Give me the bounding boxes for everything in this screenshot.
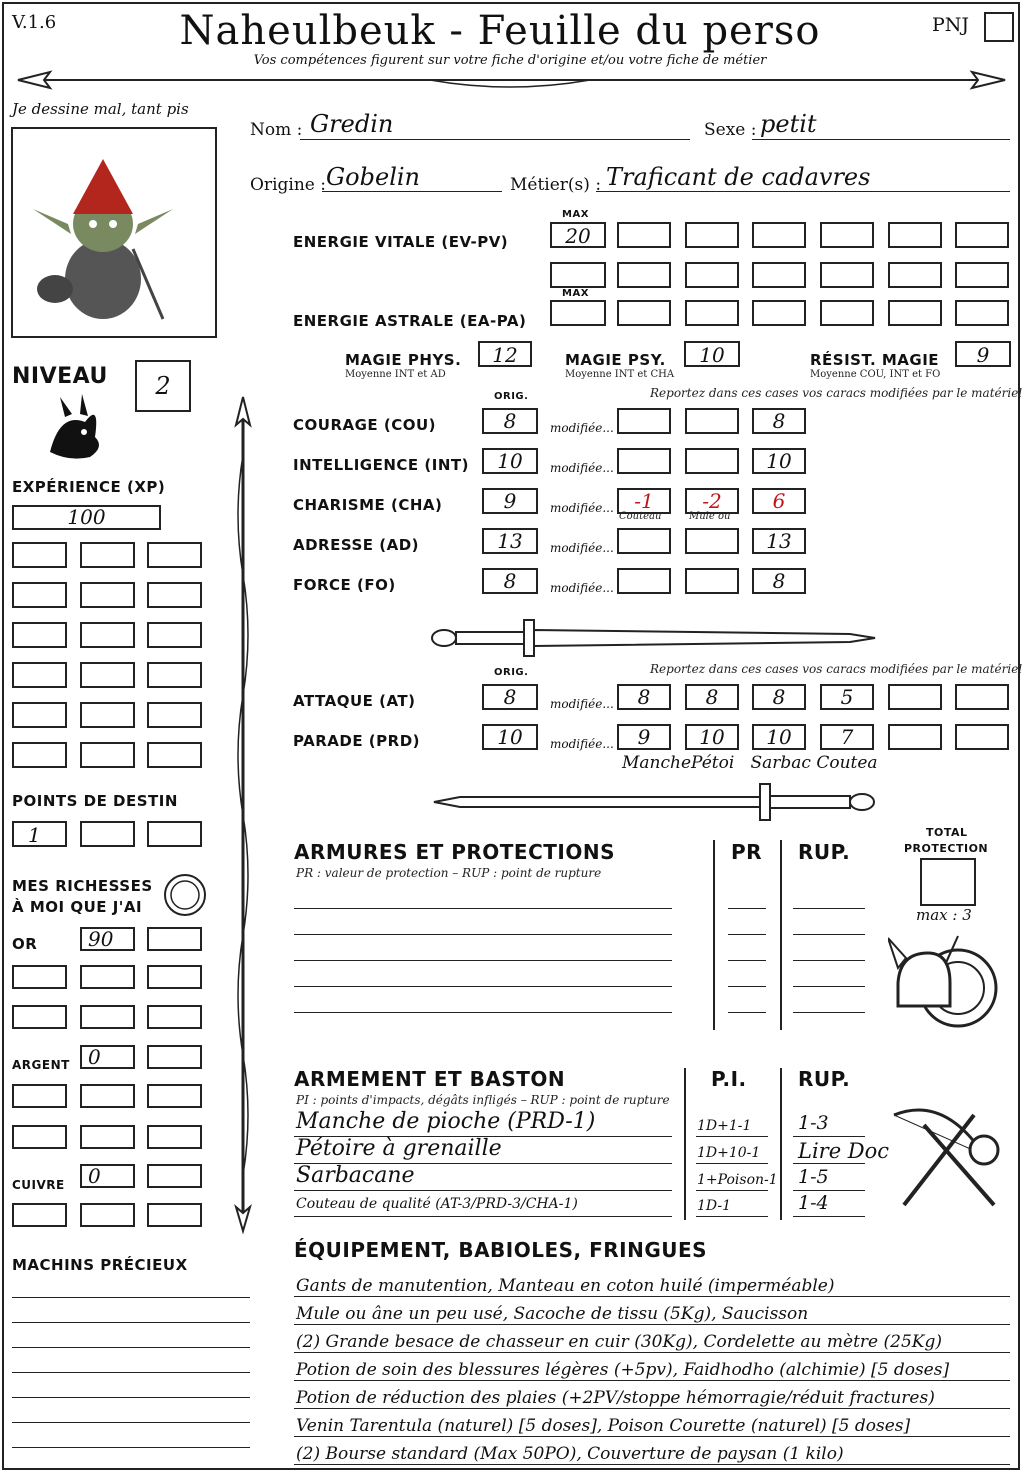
stat-modifiee-force: modifiée... — [550, 581, 614, 595]
energy-box-r2-c4[interactable] — [820, 262, 874, 288]
magie-psy-hint: Moyenne INT et CHA — [565, 369, 675, 380]
money-box-r7-c1[interactable] — [12, 1203, 67, 1227]
pnj-checkbox[interactable] — [984, 12, 1014, 42]
dragon-icon — [40, 392, 108, 464]
armure-rup-line-5[interactable] — [793, 1012, 865, 1013]
weapon-line — [294, 1216, 672, 1217]
stat-modifiee-adresse: modifiée... — [550, 541, 614, 555]
richesses-label-2: À MOI QUE J'AI — [12, 898, 143, 916]
cuivre-label: CUIVRE — [12, 1178, 65, 1192]
combat-label-attaque: ATTAQUE (AT) — [293, 692, 416, 710]
equipment-line[interactable]: Gants de manutention, Manteau en coton huilé (imperméable) — [296, 1276, 835, 1296]
weapon-pi[interactable]: 1+Poison-1 — [697, 1172, 778, 1188]
combat-modifiee-attaque: modifiée... — [550, 697, 614, 711]
money-box-r3-c1[interactable] — [147, 1045, 202, 1069]
charisme-note-1: Couteau — [619, 511, 662, 522]
weapon-rup[interactable]: 1-5 — [798, 1166, 829, 1188]
machins-line[interactable] — [12, 1372, 250, 1373]
machins-line[interactable] — [12, 1447, 250, 1448]
destin-label: POINTS DE DESTIN — [12, 792, 178, 810]
armure-pr-line-4[interactable] — [728, 986, 766, 987]
equipment-line[interactable]: Potion de réduction des plaies (+2PV/stoppe hémorragie/réduit fractures) — [296, 1388, 935, 1408]
energy-box-r1-c6[interactable] — [955, 222, 1009, 248]
stat-label-adresse: ADRESSE (AD) — [293, 536, 420, 554]
ev-max-label: MAX — [562, 209, 589, 220]
version-label: V.1.6 — [12, 12, 57, 33]
armure-pr-line-2[interactable] — [728, 934, 766, 935]
xp-box-r4-c2[interactable] — [80, 662, 135, 688]
sexe-underline — [752, 139, 1010, 140]
equipment-line[interactable]: (2) Grande besace de chasseur en cuir (30Kg), Cordelette au mètre (25Kg) — [296, 1332, 942, 1352]
xp-box-r6-c1[interactable] — [12, 742, 67, 768]
armement-title: ARMEMENT ET BASTON — [294, 1067, 566, 1091]
equipment-underline — [294, 1324, 1010, 1325]
combat-attaque-c6[interactable] — [955, 684, 1009, 710]
nom-label: Nom : — [250, 120, 303, 140]
or-box[interactable]: 90 — [80, 927, 135, 951]
xp-box-r6-c2[interactable] — [80, 742, 135, 768]
goblin-portrait-icon — [13, 129, 215, 336]
stat-courage-c2[interactable] — [685, 408, 739, 434]
machins-line[interactable] — [12, 1322, 250, 1323]
origine-value[interactable]: Gobelin — [326, 163, 420, 191]
combat-orig-parade[interactable]: 10 — [482, 724, 538, 750]
or-label: OR — [12, 935, 38, 953]
xp-box-r5-c2[interactable] — [80, 702, 135, 728]
armement-pi-header: P.I. — [711, 1067, 747, 1091]
weapon-name[interactable]: Pétoire à grenaille — [296, 1136, 502, 1161]
combat-parade-c4[interactable]: 7 — [820, 724, 874, 750]
combat-attaque-c1[interactable]: 8 — [617, 684, 671, 710]
combat-label-parade: PARADE (PRD) — [293, 732, 421, 750]
vertical-spear-divider — [228, 395, 258, 1235]
ev-label: ENERGIE VITALE (EV-PV) — [293, 233, 509, 251]
total-label-1: TOTAL — [926, 826, 968, 839]
machins-label: MACHINS PRÉCIEUX — [12, 1256, 188, 1274]
combat-note: Reportez dans ces cases vos caracs modifiées par le matériel — [650, 662, 1023, 676]
weapon-rup-line — [793, 1190, 865, 1191]
energy-box-r1-c3[interactable] — [752, 222, 806, 248]
energy-box-r1-c2[interactable] — [685, 222, 739, 248]
weapon-pi-line — [696, 1163, 768, 1164]
money-box-r1-c2[interactable] — [80, 965, 135, 989]
combat-parade-c3[interactable]: 10 — [752, 724, 806, 750]
helmet-shield-icon — [888, 928, 998, 1038]
stat-orig-force[interactable]: 8 — [482, 568, 538, 594]
combat-attaque-c3[interactable]: 8 — [752, 684, 806, 710]
armure-line-2[interactable] — [294, 934, 672, 935]
armure-rup-line-2[interactable] — [793, 934, 865, 935]
money-box-r4-c1[interactable] — [12, 1084, 67, 1108]
money-box-r7-c2[interactable] — [80, 1203, 135, 1227]
weapon-pi-line — [696, 1190, 768, 1191]
destin-box-2[interactable] — [80, 821, 135, 847]
resist-magie-hint: Moyenne COU, INT et FO — [810, 369, 941, 380]
energy-box-r1-c5[interactable] — [888, 222, 942, 248]
armures-divider-1 — [713, 840, 715, 1030]
stat-adresse-c1[interactable] — [617, 528, 671, 554]
stat-adresse-c3[interactable]: 13 — [752, 528, 806, 554]
weapon-pi[interactable]: 1D+1-1 — [697, 1118, 752, 1134]
stat-charisme-c1[interactable]: -1 — [617, 488, 671, 514]
niveau-box[interactable]: 2 — [135, 360, 191, 412]
coin-icon — [162, 872, 208, 918]
armures-title: ARMURES ET PROTECTIONS — [294, 840, 615, 864]
argent-label: ARGENT — [12, 1058, 70, 1072]
weapon-rup-line — [793, 1163, 865, 1164]
equipment-line[interactable]: (2) Bourse standard (Max 50PO), Couverture de paysan (1 kilo) — [296, 1444, 844, 1464]
stat-modifiee-courage: modifiée... — [550, 421, 614, 435]
xp-box-r3-c1[interactable] — [12, 622, 67, 648]
armement-hint: PI : points d'impacts, dégâts infligés – RUP : point de rupture — [296, 1093, 670, 1107]
stat-charisme-c3[interactable]: 6 — [752, 488, 806, 514]
money-box-r2-c2[interactable] — [80, 1005, 135, 1029]
energy-box-r2-c1[interactable] — [617, 262, 671, 288]
ea-label: ENERGIE ASTRALE (EA-PA) — [293, 312, 527, 330]
money-box-r1-c3[interactable] — [147, 965, 202, 989]
weapon-rup-line — [793, 1136, 865, 1137]
weapon-line — [294, 1190, 672, 1191]
stat-courage-c1[interactable] — [617, 408, 671, 434]
page-title: Naheulbeuk - Feuille du perso — [179, 8, 821, 54]
portrait-frame — [11, 127, 217, 338]
weapon-pi-line — [696, 1136, 768, 1137]
xp-box-r4-c3[interactable] — [147, 662, 202, 688]
weapons-crossed-icon — [884, 1095, 1010, 1215]
weapon-name[interactable]: Sarbacane — [296, 1163, 415, 1188]
weapon-pi[interactable]: 1D+10-1 — [697, 1145, 761, 1161]
weapon-name[interactable]: Couteau de qualité (AT-3/PRD-3/CHA-1) — [296, 1196, 578, 1212]
or-box-2[interactable] — [147, 927, 202, 951]
xp-box-r2-c3[interactable] — [147, 582, 202, 608]
energy-box-r3-c1[interactable] — [617, 300, 671, 326]
xp-box-r5-c3[interactable] — [147, 702, 202, 728]
stat-force-c1[interactable] — [617, 568, 671, 594]
money-box-r4-c3[interactable] — [147, 1084, 202, 1108]
origine-underline — [322, 191, 502, 192]
argent-box[interactable]: 0 — [80, 1045, 135, 1069]
stat-label-force: FORCE (FO) — [293, 576, 396, 594]
ea-max-label: MAX — [562, 288, 589, 299]
magie-psy-box[interactable]: 10 — [684, 341, 740, 367]
armure-line-5[interactable] — [294, 1012, 672, 1013]
weapon-rup[interactable]: 1-4 — [798, 1192, 829, 1214]
destin-box-1[interactable]: 1 — [12, 821, 67, 847]
stat-force-c3[interactable]: 8 — [752, 568, 806, 594]
weapon-rup[interactable]: 1-3 — [798, 1112, 829, 1134]
equipment-underline — [294, 1352, 1010, 1353]
nom-value[interactable]: Gredin — [310, 110, 394, 138]
pnj-label: PNJ — [932, 14, 970, 36]
combat-attaque-c2[interactable]: 8 — [685, 684, 739, 710]
armure-pr-line-3[interactable] — [728, 960, 766, 961]
combat-orig-attaque[interactable]: 8 — [482, 684, 538, 710]
equipment-line[interactable]: Mule ou âne un peu usé, Sacoche de tissu (5Kg), Saucisson — [296, 1304, 809, 1324]
armure-rup-line-4[interactable] — [793, 986, 865, 987]
armures-rup-header: RUP. — [798, 840, 851, 864]
armure-pr-line-1[interactable] — [728, 908, 766, 909]
ev-max-box[interactable]: 20 — [550, 222, 606, 248]
weapon-pi[interactable]: 1D-1 — [697, 1198, 732, 1214]
equipment-underline — [294, 1380, 1010, 1381]
resist-magie-box[interactable]: 9 — [955, 341, 1011, 367]
energy-box-r1-c1[interactable] — [617, 222, 671, 248]
stat-intelligence-c3[interactable]: 10 — [752, 448, 806, 474]
equipment-underline — [294, 1464, 1010, 1465]
equipment-underline — [294, 1296, 1010, 1297]
stat-intelligence-c2[interactable] — [685, 448, 739, 474]
energy-box-r2-c3[interactable] — [752, 262, 806, 288]
equipment-underline — [294, 1408, 1010, 1409]
xp-box-r3-c3[interactable] — [147, 622, 202, 648]
niveau-label: NIVEAU — [12, 364, 108, 389]
stat-label-intelligence: INTELLIGENCE (INT) — [293, 456, 469, 474]
origine-label: Origine : — [250, 175, 326, 195]
money-box-r4-c2[interactable] — [80, 1084, 135, 1108]
equipment-underline — [294, 1436, 1010, 1437]
money-box-r1-c1[interactable] — [12, 965, 67, 989]
xp-box-r1-c1[interactable] — [12, 542, 67, 568]
weapon-rup[interactable]: Lire Doc — [798, 1139, 890, 1163]
ea-max-box[interactable] — [550, 300, 606, 326]
stat-force-c2[interactable] — [685, 568, 739, 594]
orig-label: ORIG. — [494, 391, 529, 402]
stat-orig-charisme[interactable]: 9 — [482, 488, 538, 514]
sword-divider-1 — [430, 618, 880, 658]
stat-modifiee-intelligence: modifiée... — [550, 461, 614, 475]
money-box-r5-c3[interactable] — [147, 1125, 202, 1149]
energy-box-r3-c3[interactable] — [752, 300, 806, 326]
armure-rup-line-1[interactable] — [793, 908, 865, 909]
weapons-caption: ManchePétoi Sarbac Coutea — [622, 753, 878, 773]
stat-adresse-c2[interactable] — [685, 528, 739, 554]
xp-box-r2-c1[interactable] — [12, 582, 67, 608]
total-label-2: PROTECTION — [904, 842, 989, 855]
metier-label: Métier(s) : — [510, 175, 602, 195]
cuivre-box[interactable]: 0 — [80, 1164, 135, 1188]
energy-box-r2-c2[interactable] — [685, 262, 739, 288]
combat-parade-c6[interactable] — [955, 724, 1009, 750]
nom-underline — [300, 139, 690, 140]
xp-box-r1-c3[interactable] — [147, 542, 202, 568]
combat-modifiee-parade: modifiée... — [550, 737, 614, 751]
combat-orig-label: ORIG. — [494, 667, 529, 678]
energy-box-r3-c5[interactable] — [888, 300, 942, 326]
weapon-rup-line — [793, 1216, 865, 1217]
armement-divider-2 — [780, 1068, 782, 1220]
metier-value[interactable]: Traficant de cadavres — [606, 163, 871, 191]
armure-line-3[interactable] — [294, 960, 672, 961]
machins-line[interactable] — [12, 1422, 250, 1423]
armures-hint: PR : valeur de protection – RUP : point de rupture — [296, 866, 602, 880]
stat-label-courage: COURAGE (COU) — [293, 416, 437, 434]
combat-parade-c2[interactable]: 10 — [685, 724, 739, 750]
magie-phys-box[interactable]: 12 — [478, 341, 532, 367]
machins-line[interactable] — [12, 1347, 250, 1348]
xp-box-r6-c3[interactable] — [147, 742, 202, 768]
sword-divider-2 — [430, 782, 880, 822]
money-box-r6-c1[interactable] — [147, 1164, 202, 1188]
xp-box-r1-c2[interactable] — [80, 542, 135, 568]
charisme-note-2: Mule ou — [689, 511, 731, 522]
stat-courage-c3[interactable]: 8 — [752, 408, 806, 434]
combat-attaque-c4[interactable]: 5 — [820, 684, 874, 710]
armure-pr-line-5[interactable] — [728, 1012, 766, 1013]
armement-divider-1 — [684, 1068, 686, 1220]
energy-box-r2-c5[interactable] — [888, 262, 942, 288]
magie-phys-hint: Moyenne INT et AD — [345, 369, 446, 380]
title-spear-divider — [10, 68, 1010, 98]
equipement-title: ÉQUIPEMENT, BABIOLES, FRINGUES — [294, 1238, 708, 1262]
xp-box-r4-c1[interactable] — [12, 662, 67, 688]
xp-label: EXPÉRIENCE (XP) — [12, 478, 166, 496]
ev-extra-box[interactable] — [550, 262, 606, 288]
stat-orig-adresse[interactable]: 13 — [482, 528, 538, 554]
xp-box-r5-c1[interactable] — [12, 702, 67, 728]
combat-parade-c1[interactable]: 9 — [617, 724, 671, 750]
combat-attaque-c5[interactable] — [888, 684, 942, 710]
machins-line[interactable] — [12, 1397, 250, 1398]
portrait-caption: Je dessine mal, tant pis — [12, 100, 189, 118]
money-box-r2-c3[interactable] — [147, 1005, 202, 1029]
page-subtitle: Vos compétences figurent sur votre fiche d'origine et/ou votre fiche de métier — [253, 53, 767, 68]
sexe-label: Sexe : — [704, 120, 757, 140]
destin-box-3[interactable] — [147, 821, 202, 847]
resist-magie-label: RÉSIST. MAGIE — [810, 351, 940, 369]
stats-note: Reportez dans ces cases vos caracs modifiées par le matériel — [650, 386, 1023, 400]
armement-rup-header: RUP. — [798, 1067, 851, 1091]
armure-rup-line-3[interactable] — [793, 960, 865, 961]
energy-box-r2-c6[interactable] — [955, 262, 1009, 288]
energy-box-r3-c6[interactable] — [955, 300, 1009, 326]
armure-line-1[interactable] — [294, 908, 672, 909]
metier-underline — [596, 191, 1010, 192]
armures-pr-header: PR — [731, 840, 763, 864]
magie-phys-label: MAGIE PHYS. — [345, 351, 462, 369]
xp-box[interactable]: 100 — [12, 505, 161, 530]
max-protection-label: max : 3 — [916, 906, 972, 924]
weapon-name[interactable]: Manche de pioche (PRD-1) — [296, 1109, 596, 1134]
stat-orig-intelligence[interactable]: 10 — [482, 448, 538, 474]
stat-orig-courage[interactable]: 8 — [482, 408, 538, 434]
armures-divider-2 — [780, 840, 782, 1030]
xp-box-r3-c2[interactable] — [80, 622, 135, 648]
money-box-r5-c2[interactable] — [80, 1125, 135, 1149]
energy-box-r3-c4[interactable] — [820, 300, 874, 326]
machins-line[interactable] — [12, 1297, 250, 1298]
richesses-label-1: MES RICHESSES — [12, 877, 153, 895]
energy-box-r1-c4[interactable] — [820, 222, 874, 248]
money-box-r5-c1[interactable] — [12, 1125, 67, 1149]
stat-label-charisme: CHARISME (CHA) — [293, 496, 443, 514]
armure-line-4[interactable] — [294, 986, 672, 987]
equipment-line[interactable]: Potion de soin des blessures légères (+5pv), Faidhodho (alchimie) [5 doses] — [296, 1360, 950, 1380]
equipment-line[interactable]: Venin Tarentula (naturel) [5 doses], Poison Courette (naturel) [5 doses] — [296, 1416, 911, 1436]
money-box-r2-c1[interactable] — [12, 1005, 67, 1029]
sexe-value[interactable]: petit — [760, 110, 817, 138]
stat-modifiee-charisme: modifiée... — [550, 501, 614, 515]
stat-intelligence-c1[interactable] — [617, 448, 671, 474]
money-box-r7-c3[interactable] — [147, 1203, 202, 1227]
xp-box-r2-c2[interactable] — [80, 582, 135, 608]
magie-psy-label: MAGIE PSY. — [565, 351, 666, 369]
weapon-pi-line — [696, 1216, 768, 1217]
total-protection-box[interactable] — [920, 858, 976, 906]
combat-parade-c5[interactable] — [888, 724, 942, 750]
stat-charisme-c2[interactable]: -2 — [685, 488, 739, 514]
energy-box-r3-c2[interactable] — [685, 300, 739, 326]
